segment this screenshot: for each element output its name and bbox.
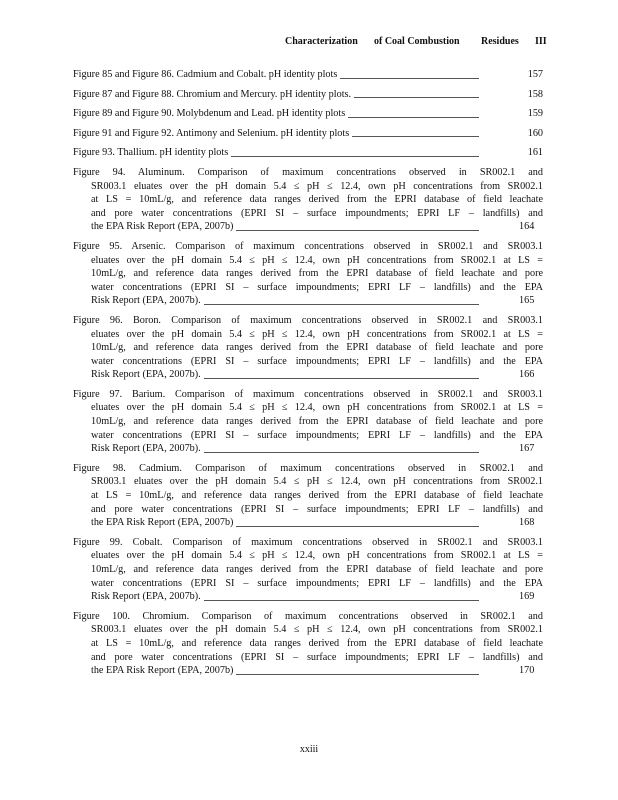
toc-entry-line: Risk Report (EPA, 2007b). — [91, 295, 201, 307]
toc-entry-line: 10mL/g, and reference data ranges derived from the EPRI database of field leachate and pore — [91, 564, 543, 575]
toc-entry-line: eluates over the pH domain 5.4 ≤ pH ≤ 12.4, own pH concentrations from SR002.1 at LS = — [91, 402, 543, 414]
dot-leader — [204, 304, 479, 305]
toc-entry[interactable] — [73, 68, 543, 82]
toc-page-number: 169 — [519, 591, 535, 603]
toc-page-number: 170 — [519, 665, 535, 677]
toc-entry[interactable] — [73, 146, 543, 160]
toc-entry-line: at LS = 10mL/g, and reference data ranges derived from the EPRI database of field leachate — [91, 490, 543, 502]
dot-leader — [354, 97, 479, 98]
toc-entry-line: and pore water concentrations (EPRI SI – surface impoundments; EPRI LF – landfills) and — [91, 503, 543, 515]
toc-entry-line: and pore water concentrations (EPRI SI – surface impoundments; EPRI LF – landfills) and — [91, 207, 543, 219]
list-of-figures — [73, 68, 543, 684]
toc-entry[interactable] — [73, 166, 543, 234]
toc-entry-line: Figure 94. Aluminum. Comparison of maximum concentrations observed in SR002.1 and — [73, 166, 543, 178]
header-title-part: Characterization — [285, 36, 358, 47]
toc-entry-line: at LS = 10mL/g, and reference data ranges derived from the EPRI database of field leachate — [91, 637, 543, 649]
toc-entry-line: Figure 96. Boron. Comparison of maximum concentrations observed in SR002.1 and SR003.1 — [73, 314, 543, 326]
toc-entry-line: Figure 97. Barium. Comparison of maximum concentrations observed in SR002.1 and SR003.1 — [73, 388, 543, 400]
toc-page-number: 161 — [527, 147, 543, 159]
toc-entry-line: Risk Report (EPA, 2007b). — [91, 443, 201, 455]
header-title-part: of Coal Combustion — [374, 36, 460, 47]
toc-entry-line: the EPA Risk Report (EPA, 2007b) — [91, 517, 234, 529]
dot-leader — [204, 378, 479, 379]
page-number-footer: xxiii — [299, 744, 319, 755]
toc-entry-text: Figure 87 and Figure 88. Chromium and Mercury. pH identity plots. — [73, 88, 352, 100]
toc-page-number: 158 — [527, 88, 543, 100]
toc-entry[interactable] — [73, 610, 543, 678]
toc-entry[interactable] — [73, 388, 543, 456]
toc-entry-line: 10mL/g, and reference data ranges derived from the EPRI database of field leachate and pore — [91, 416, 543, 428]
dot-leader — [231, 156, 479, 157]
dot-leader — [348, 117, 479, 118]
toc-page-number: 159 — [527, 108, 543, 120]
toc-entry-line: and pore water concentrations (EPRI SI – surface impoundments; EPRI LF – landfills) and — [91, 651, 543, 663]
toc-entry[interactable] — [73, 88, 543, 102]
toc-entry[interactable] — [73, 314, 543, 382]
toc-entry-line: the EPA Risk Report (EPA, 2007b) — [91, 221, 234, 233]
toc-entry[interactable] — [73, 107, 543, 121]
toc-entry[interactable] — [73, 127, 543, 141]
toc-entry[interactable] — [73, 240, 543, 308]
dot-leader — [352, 136, 479, 137]
toc-entry-line: SR003.1 eluates over the pH domain 5.4 ≤ pH ≤ 12.4, own pH concentrations from SR002.1 — [91, 180, 543, 192]
toc-page-number: 157 — [527, 69, 543, 80]
toc-entry-line: eluates over the pH domain 5.4 ≤ pH ≤ 12.4, own pH concentrations from SR002.1 at LS = — [91, 254, 543, 266]
toc-entry-line: Figure 99. Cobalt. Comparison of maximum concentrations observed in SR002.1 and SR003.1 — [73, 536, 543, 548]
toc-page-number: 164 — [519, 221, 535, 233]
toc-entry[interactable] — [73, 536, 543, 604]
dot-leader — [236, 526, 479, 527]
toc-entry-text: Figure 91 and Figure 92. Antimony and Selenium. pH identity plots — [73, 127, 350, 139]
toc-entry-line: the EPA Risk Report (EPA, 2007b) — [91, 665, 234, 677]
toc-entry-line: SR003.1 eluates over the pH domain 5.4 ≤ pH ≤ 12.4, own pH concentrations from SR002.1 — [91, 476, 543, 488]
toc-entry-line: eluates over the pH domain 5.4 ≤ pH ≤ 12.4, own pH concentrations from SR002.1 at LS = — [91, 328, 543, 340]
toc-entry-line: 10mL/g, and reference data ranges derived from the EPRI database of field leachate and pore — [91, 268, 543, 280]
toc-page-number: 160 — [527, 127, 543, 139]
toc-page-number: 165 — [519, 295, 535, 307]
toc-entry-line: SR003.1 eluates over the pH domain 5.4 ≤ pH ≤ 12.4, own pH concentrations from SR002.1 — [91, 624, 543, 636]
toc-page-number: 168 — [519, 517, 535, 529]
toc-entry-line: eluates over the pH domain 5.4 ≤ pH ≤ 12.4, own pH concentrations from SR002.1 at LS = — [91, 550, 543, 562]
toc-entry-line: at LS = 10mL/g, and reference data ranges derived from the EPRI database of field leachate — [91, 194, 543, 206]
toc-entry-text: Figure 85 and Figure 86. Cadmium and Cobalt. pH identity plots — [73, 69, 338, 80]
toc-entry-line: water concentrations (EPRI SI – surface impoundments; EPRI LF – landfills) and the EPA — [91, 577, 543, 589]
toc-entry-line: Figure 95. Arsenic. Comparison of maximum concentrations observed in SR002.1 and SR003.1 — [73, 240, 543, 252]
header-volume: III — [535, 36, 547, 47]
toc-entry-line: Risk Report (EPA, 2007b). — [91, 369, 201, 381]
toc-entry[interactable] — [73, 462, 543, 530]
header-title-part: Residues — [481, 36, 519, 47]
toc-entry-line: water concentrations (EPRI SI – surface impoundments; EPRI LF – landfills) and the EPA — [91, 355, 543, 367]
dot-leader — [236, 674, 479, 675]
toc-entry-line: 10mL/g, and reference data ranges derived from the EPRI database of field leachate and pore — [91, 342, 543, 354]
dot-leader — [236, 230, 479, 231]
toc-entry-line: Figure 100. Chromium. Comparison of maximum concentrations observed in SR002.1 and — [73, 610, 543, 622]
toc-entry-text: Figure 89 and Figure 90. Molybdenum and Lead. pH identity plots — [73, 108, 346, 120]
toc-entry-line: Figure 98. Cadmium. Comparison of maximum concentrations observed in SR002.1 and — [73, 462, 543, 474]
toc-page-number: 166 — [519, 369, 535, 381]
toc-page-number: 167 — [519, 443, 535, 455]
toc-entry-line: Risk Report (EPA, 2007b). — [91, 591, 201, 603]
dot-leader — [204, 600, 479, 601]
dot-leader — [204, 452, 479, 453]
dot-leader — [340, 78, 479, 79]
toc-entry-line: water concentrations (EPRI SI – surface impoundments; EPRI LF – landfills) and the EPA — [91, 429, 543, 441]
toc-entry-text: Figure 93. Thallium. pH identity plots — [73, 147, 229, 159]
toc-entry-line: water concentrations (EPRI SI – surface impoundments; EPRI LF – landfills) and the EPA — [91, 281, 543, 293]
